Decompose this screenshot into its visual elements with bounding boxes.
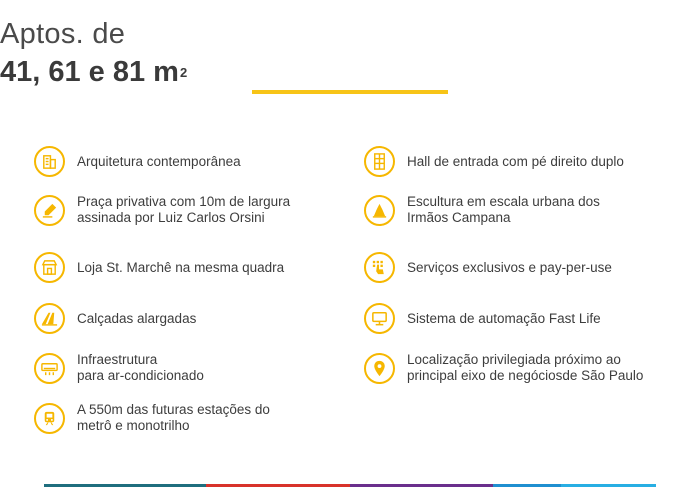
feature-label: Arquitetura contemporânea xyxy=(77,153,241,169)
title-area-values: 41, 61 e 81 m xyxy=(0,56,179,88)
feature-architecture xyxy=(34,146,241,177)
bottom-color-bar xyxy=(44,484,656,487)
monitor-icon xyxy=(364,303,395,334)
feature-label: Loja St. Marchê na mesma quadra xyxy=(77,259,285,275)
touch-icon xyxy=(364,252,395,283)
air-conditioner-icon xyxy=(34,353,65,384)
bar-segment-purple xyxy=(350,484,493,487)
title-superscript: 2 xyxy=(179,65,188,80)
bar-segment-teal xyxy=(44,484,206,487)
road-icon xyxy=(34,303,65,334)
building-icon xyxy=(34,146,65,177)
feature-servicos xyxy=(364,252,612,283)
feature-automacao xyxy=(364,303,601,334)
train-icon xyxy=(34,403,65,434)
feature-loja xyxy=(34,252,284,283)
bar-segment-red xyxy=(206,484,350,487)
feature-label: Infraestrutura para ar-condicionado xyxy=(77,352,204,383)
sculpture-icon xyxy=(364,195,395,226)
feature-label: Sistema de automação Fast Life xyxy=(407,310,601,326)
bar-segment-blue xyxy=(493,484,561,487)
feature-label: Hall de entrada com pé direito duplo xyxy=(407,153,624,169)
feature-label: Escultura em escala urbana dos Irmãos Campana xyxy=(407,194,600,225)
shop-icon xyxy=(34,252,65,283)
title-line-2 xyxy=(0,56,700,89)
pen-icon xyxy=(34,195,65,226)
feature-label: Praça privativa com 10m de largura assinada por Luiz Carlos Orsini xyxy=(77,194,291,225)
title-line-1: Aptos. de xyxy=(0,18,126,50)
feature-praca xyxy=(34,194,290,226)
feature-label: Localização privilegiada próximo ao principal eixo de negóciosde São Paulo xyxy=(407,352,644,383)
feature-hall xyxy=(364,146,624,177)
location-pin-icon xyxy=(364,353,395,384)
feature-escultura xyxy=(364,194,600,226)
feature-calcadas xyxy=(34,303,196,334)
bar-segment-light-blue xyxy=(561,484,656,487)
feature-label: Calçadas alargadas xyxy=(77,310,197,326)
feature-label: A 550m das futuras estações do metrô e monotrilho xyxy=(77,402,270,433)
door-icon xyxy=(364,146,395,177)
feature-localizacao xyxy=(364,352,643,384)
feature-ar-condicionado xyxy=(34,352,204,384)
feature-metro xyxy=(34,402,270,434)
title-underline xyxy=(252,90,448,94)
feature-label: Serviços exclusivos e pay-per-use xyxy=(407,259,612,275)
